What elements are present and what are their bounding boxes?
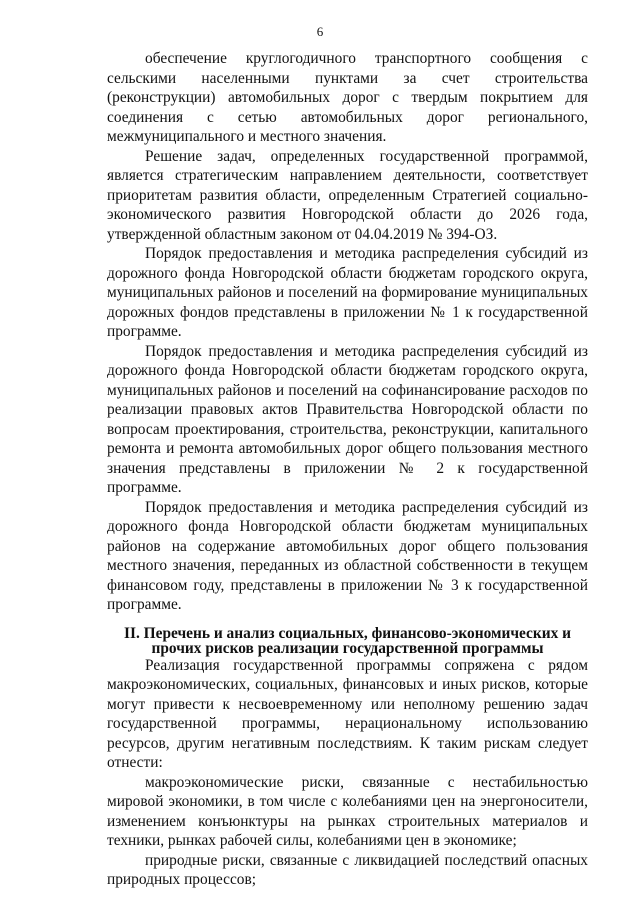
paragraph-appendix-3: Порядок предоставления и методика распределения субсидий из дорожного фонда Новгородской области бюджетам муниципальных районов на содержание автомобильных дорог общего пользования местного значения, переданных из областной собственности в текущем финансовом году, представлены в приложении № 3 к государственной программе. (107, 498, 588, 613)
paragraph-macroeconomic-risks: макроэкономические риски, связанные с нестабильностью мировой экономики, в том числе с колебаниями цен на энергоносители, изменением конъюнктуры на рынках строительных материалов и техники, рынках рабочей силы, колебаниями цен в экономике; (107, 773, 588, 849)
paragraph-natural-risks: природные риски, связанные с ликвидацией последствий опасных природных процессов; (107, 851, 588, 888)
section-heading (107, 626, 588, 656)
section-heading-line-2: прочих рисков реализации государственной программы (151, 639, 544, 657)
paragraph-risks-intro: Реализация государственной программы сопряжена с рядом макроэкономических, социальных, финансовых и иных рисков, которые могут привести к несвоевременному или неполному решению задач государственной программы, нерациональному использованию ресурсов, другим негативным последствиям. К таким рискам следует отнести: (107, 656, 588, 771)
paragraph-strategic-direction: Решение задач, определенных государственной программой, является стратегическим направлением деятельности, соответствует приоритетам развития области, определенным Стратегией социально-экономического развития Новгородской области до 2026 года, утвержденной областным законом от 04.04.2019 № 394-ОЗ. (107, 147, 588, 243)
document-body (107, 49, 588, 890)
page-number: 6 (316, 24, 324, 39)
section-heading-line-1: II. Перечень и анализ социальных, финансово-экономических и (123, 624, 572, 642)
paragraph-appendix-2: Порядок предоставления и методика распределения субсидий из дорожного фонда Новгородской области бюджетам городского округа, муниципальных районов и поселений на софинансирование расходов по реализации правовых актов Правительства Новгородской области по вопросам проектирования, строительства, реконструкции, капитального ремонта и ремонта автомобильных дорог общего пользования местного значения представлены в приложении № 2 к государственной программе. (107, 342, 588, 496)
paragraph-appendix-1: Порядок предоставления и методика распределения субсидий из дорожного фонда Новгородской области бюджетам городского округа, муниципальных районов и поселений на формирование муниципальных дорожных фондов представлены в приложении № 1 к государственной программе. (107, 245, 588, 340)
paragraph-transport-connection: обеспечение круглогодичного транспортного сообщения с сельскими населенными пунктами за счет строительства (реконструкции) автомобильных дорог с твердым покрытием для соединения с сетью автомобильных дорог регионального, межмуниципального и местного значения. (107, 50, 588, 145)
